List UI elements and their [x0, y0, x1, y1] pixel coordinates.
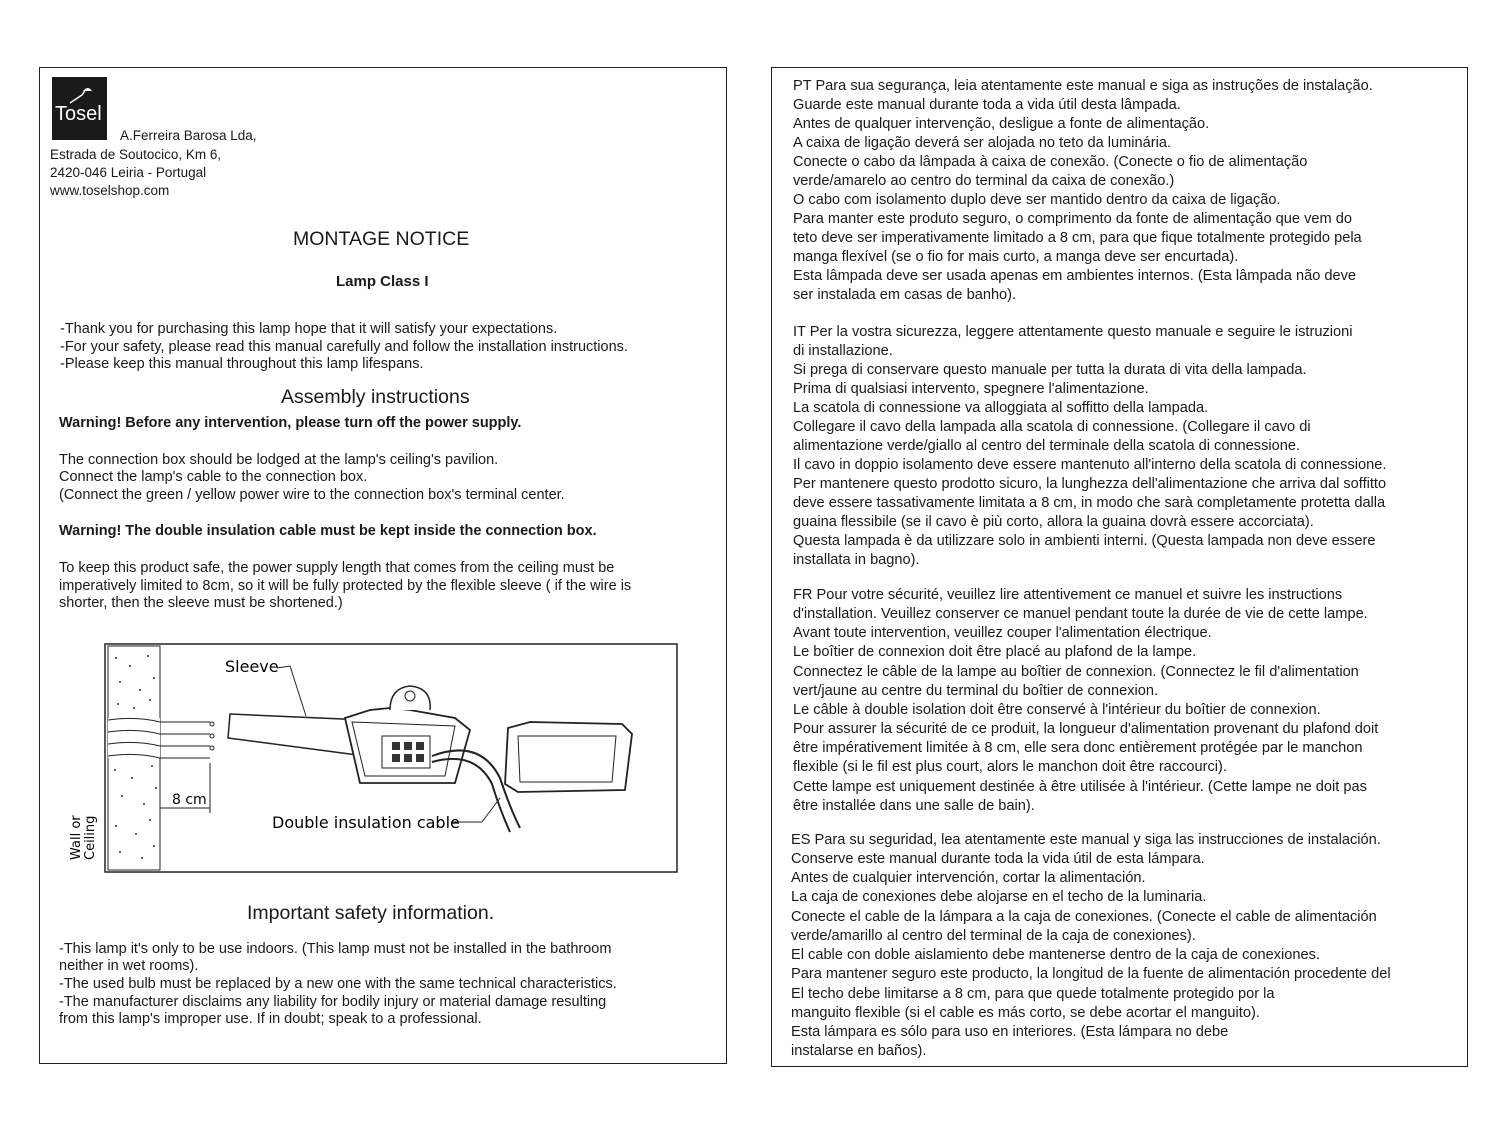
safety-line: -The manufacturer disclaims any liability for bodily injury or material damage resulting [59, 994, 607, 1010]
it-line: Questa lampada è da utilizzare solo in ambienti interni. (Questa lampada non deve essere [793, 533, 1376, 549]
fr-line: Connectez le câble de la lampe au boîtier de connexion. (Connectez le fil d'alimentation [793, 664, 1359, 680]
pt-line: A caixa de ligação deverá ser alojada no teto da luminária. [793, 135, 1172, 151]
page-title: MONTAGE NOTICE [293, 228, 470, 250]
fr-line: Le boîtier de connexion doit être placé au plafond de la lampe. [793, 644, 1197, 660]
it-line: di installazione. [793, 343, 893, 359]
es-line: El techo debe limitarse a 8 cm, para que quede totalmente protegido por la [791, 986, 1275, 1002]
pt-line: verde/amarelo ao centro do terminal da caixa de conexão.) [793, 173, 1175, 189]
company-street: Estrada de Soutocico, Km 6, [50, 147, 222, 162]
left-panel-english [39, 67, 727, 1064]
es-line: ES Para su seguridad, lea atentamente este manual y siga las instrucciones de instalación. [791, 832, 1381, 848]
fr-line: être installée dans une salle de bain). [793, 798, 1035, 814]
safety-line: from this lamp's improper use. If in doubt; speak to a professional. [59, 1011, 482, 1027]
pt-line: Guarde este manual durante toda a vida útil desta lâmpada. [793, 97, 1181, 113]
es-line: Conecte el cable de la lámpara a la caja de conexiones. (Conecte el cable de alimentación [791, 909, 1377, 925]
cable-label: Double insulation cable [272, 813, 460, 832]
it-line: IT Per la vostra sicurezza, leggere attentamente questo manuale e seguire le istruzioni [793, 324, 1353, 340]
fr-line: d'installation. Veuillez conserver ce manuel pendant toute la durée de vie de cette lampe. [793, 606, 1368, 622]
fr-line: Le câble à double isolation doit être conservé à l'intérieur du boîtier de connexion. [793, 702, 1321, 718]
length-note-line: To keep this product safe, the power supply length that comes from the ceiling must be [59, 560, 615, 576]
wall-label-line1: Wall or [69, 815, 84, 860]
es-line: Conserve este manual durante toda la vida útil de esta lámpara. [791, 851, 1205, 867]
company-name: A.Ferreira Barosa Lda, [120, 128, 257, 143]
safety-line: neither in wet rooms). [59, 958, 199, 974]
it-line: Si prega di conservare questo manuale per tutta la durata di vita della lampada. [793, 362, 1307, 378]
fr-line: Avant toute intervention, veuillez couper l'alimentation électrique. [793, 625, 1212, 641]
length-note-line: shorter, then the sleeve must be shortened.) [59, 595, 343, 611]
logo-text: Tosel [55, 103, 102, 125]
es-line: Para mantener seguro este producto, la longitud de la fuente de alimentación procedente del [791, 966, 1391, 982]
it-line: deve essere tassativamente limitata a 8 cm, in modo che sarà completamente protetta dalla [793, 495, 1386, 511]
tosel-logo [52, 77, 107, 140]
intro-line: -Please keep this manual throughout this lamp lifespans. [60, 356, 424, 372]
fr-line: FR Pour votre sécurité, veuillez lire attentivement ce manuel et suivre les instructions [793, 587, 1343, 603]
safety-line: -This lamp it's only to be use indoors. (This lamp must not be installed in the bathroom [59, 941, 612, 957]
installation-diagram [60, 638, 690, 878]
fr-line: Cette lampe est uniquement destinée à être utilisée à l'intérieur. (Cette lampe ne doit pas [793, 779, 1367, 795]
assembly-heading: Assembly instructions [281, 386, 470, 408]
intro-line: -Thank you for purchasing this lamp hope that it will satisfy your expectations. [60, 321, 558, 337]
it-line: Prima di qualsiasi intervento, spegnere l'alimentazione. [793, 381, 1149, 397]
it-line: installata in bagno). [793, 552, 920, 568]
pt-line: Antes de qualquer intervenção, desligue a fonte de alimentação. [793, 116, 1210, 132]
assembly-step: The connection box should be lodged at the lamp's ceiling's pavilion. [59, 452, 499, 468]
warning-power: Warning! Before any intervention, please turn off the power supply. [59, 415, 522, 431]
warning-insulation: Warning! The double insulation cable must be kept inside the connection box. [59, 523, 597, 539]
es-line: La caja de conexiones debe alojarse en el techo de la luminaria. [791, 889, 1207, 905]
safety-line: -The used bulb must be replaced by a new one with the same technical characteristics. [59, 976, 617, 992]
pt-line: Conecte o cabo da lâmpada à caixa de conexão. (Conecte o fio de alimentação [793, 154, 1308, 170]
length-note-line: imperatively limited to 8cm, so it will be fully protected by the flexible sleeve ( if the wire is [59, 578, 632, 594]
it-line: La scatola di connessione va alloggiata al soffitto della lampada. [793, 400, 1209, 416]
pt-line: Esta lâmpada deve ser usada apenas em ambientes internos. (Esta lâmpada não deve [793, 268, 1357, 284]
assembly-step: (Connect the green / yellow power wire to the connection box's terminal center. [59, 487, 565, 503]
fr-line: vert/jaune au centre du terminal du boîtier de connexion. [793, 683, 1159, 699]
safety-heading: Important safety information. [247, 902, 495, 924]
fr-line: flexible (si le fil est plus court, alors le manchon doit être raccourci). [793, 759, 1227, 775]
measure-label: 8 cm [172, 792, 207, 808]
pt-line: Para manter este produto seguro, o comprimento da fonte de alimentação que vem do [793, 211, 1352, 227]
es-line: Antes de cualquier intervención, cortar la alimentación. [791, 870, 1146, 886]
company-city: 2420-046 Leiria - Portugal [50, 165, 207, 180]
es-line: verde/amarillo al centro del terminal de la caja de conexiones). [791, 928, 1196, 944]
es-line: manguito flexible (si el cable es más corto, se debe acortar el manguito). [791, 1005, 1260, 1021]
pt-line: PT Para sua segurança, leia atentamente este manual e siga as instruções de instalação. [793, 78, 1373, 94]
pt-line: manga flexível (se o fio for mais curto, a manga deve ser encurtada). [793, 249, 1239, 265]
it-line: alimentazione verde/giallo al centro del terminale della scatola di connessione. [793, 438, 1301, 454]
it-line: guaina flessibile (se il cavo è più corto, allora la guaina dovrà essere accorciata). [793, 514, 1314, 530]
assembly-step: Connect the lamp's cable to the connection box. [59, 469, 368, 485]
sleeve-label: Sleeve [225, 657, 279, 676]
it-line: Collegare il cavo della lampada alla scatola di connessione. (Collegare il cavo di [793, 419, 1311, 435]
page-subtitle: Lamp Class I [336, 273, 429, 290]
it-line: Il cavo in doppio isolamento deve essere mantenuto all'interno della scatola di connessione. [793, 457, 1387, 473]
pt-line: ser instalada em casas de banho). [793, 287, 1017, 303]
pt-line: O cabo com isolamento duplo deve ser mantido dentro da caixa de ligação. [793, 192, 1281, 208]
es-line: Esta lámpara es sólo para uso en interiores. (Esta lámpara no debe [791, 1024, 1229, 1040]
it-line: Per mantenere questo prodotto sicuro, la lunghezza dell'alimentazione che arriva dal soffitto [793, 476, 1387, 492]
pt-line: teto deve ser imperativamente limitado a 8 cm, para que fique totalmente protegido pela [793, 230, 1362, 246]
fr-line: Pour assurer la sécurité de ce produit, la longueur d'alimentation provenant du plafond doit [793, 721, 1379, 737]
es-line: El cable con doble aislamiento debe mantenerse dentro de la caja de conexiones. [791, 947, 1320, 963]
right-panel-translations [771, 67, 1468, 1067]
fr-line: être impérativement limitée à 8 cm, elle sera donc entièrement protégée par le manchon [793, 740, 1363, 756]
wall-label-line2: Ceiling [83, 815, 98, 860]
company-website[interactable]: www.toselshop.com [50, 183, 170, 198]
es-line: instalarse en baños). [791, 1043, 927, 1059]
intro-line: -For your safety, please read this manual carefully and follow the installation instructions. [60, 339, 628, 355]
